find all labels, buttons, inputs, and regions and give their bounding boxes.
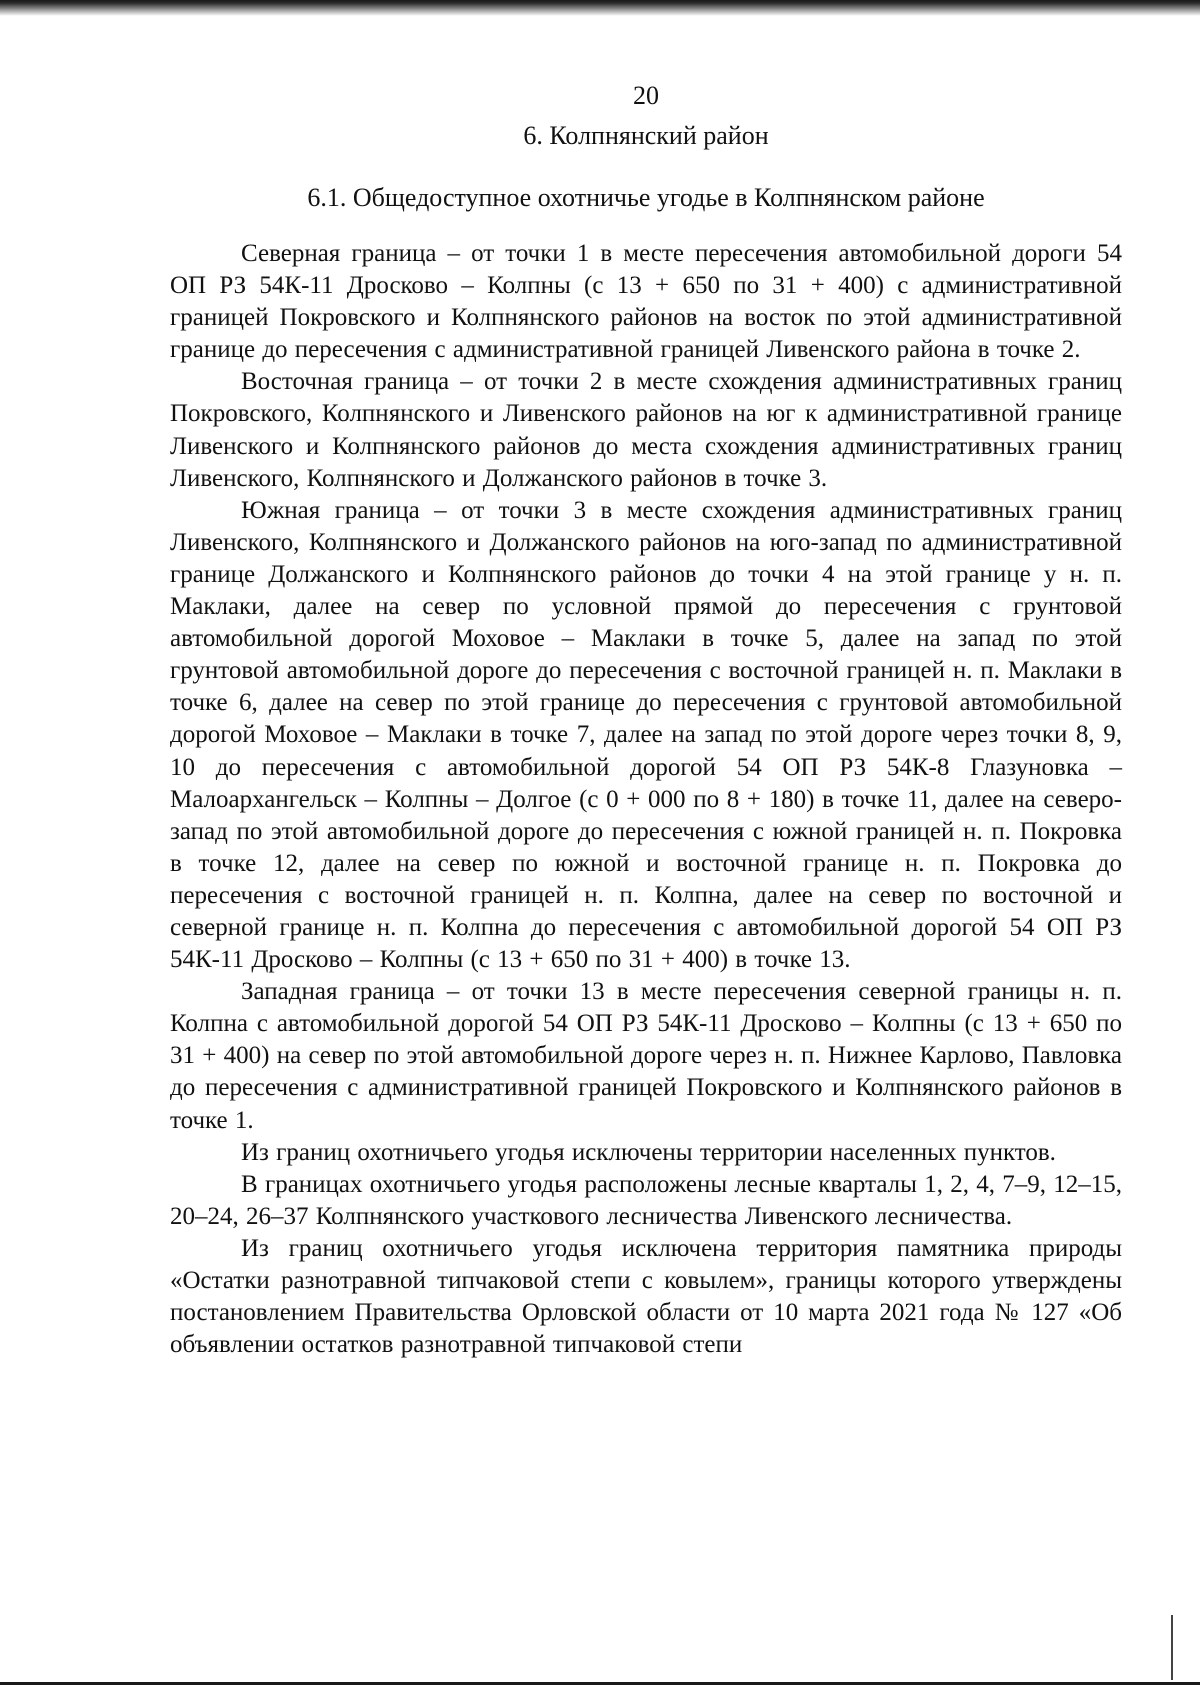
scan-top-edge — [0, 0, 1200, 16]
subsection-title: 6.1. Общедоступное охотничье угодье в Колпнянском районе — [307, 183, 985, 212]
document-body — [170, 238, 1122, 1361]
scan-bottom-edge — [0, 1682, 1200, 1685]
paragraph-west-border: Западная граница – от точки 13 в месте пересечения северной границы н. п. Колпна с автомобильной дорогой 54 ОП РЗ 54К-11 Дросково – Колпны (с 13 + 650 по 31 + 400) на север по этой автомобильной дороге через н. п. Нижнее Карлово, Павловка до пересечения с административной границей Покровского и Колпнянского районов в точке 1. — [170, 978, 1122, 1134]
scan-margin-mark — [1171, 1615, 1173, 1680]
paragraph-east-border: Восточная граница – от точки 2 в месте схождения административных границ Покровского, Колпнянского и Ливенского районов на юг к административной границе Ливенского и Колпнянского районов до места схождения административных границ Ливенского, Колпнянского и Должанского районов в точке 3. — [170, 368, 1122, 492]
paragraph-nature-monument: Из границ охотничьего угодья исключена территория памятника природы «Остатки разнотравной типчаковой степи с ковылем», границы которого утверждены постановлением Правительства Орловской области от 10 марта 2021 года № 127 «Об объявлении остатков разнотравной типчаковой степи — [170, 1234, 1122, 1359]
paragraph-excluded-settlements: Из границ охотничьего угодья исключены территории населенных пунктов. — [241, 1138, 1056, 1166]
paragraph-south-border: Южная граница – от точки 3 в месте схождения административных границ Ливенского, Колпнянского и Должанского районов на юго-запад по административной границе Должанского и Колпнянского районов до точки 4 на этой границе у н. п. Маклаки, далее на север по условной прямой до пересечения с грунтовой автомобильной дорогой Моховое – Маклаки в точке 5, далее на запад по этой грунтовой автомобильной дороге до пересечения с восточной границей н. п. Маклаки в точке 6, далее на север по этой границе до пересечения с грунтовой автомобильной дорогой Моховое – Маклаки в точке 7, далее на запад по этой дороге через точки 8, 9, 10 до пересечения с автомобильной дорогой 54 ОП РЗ 54К-8 Глазуновка – Малоархангельск – Колпны – Долгое (с 0 + 000 по 8 + 180) в точке 11, далее на северо-запад по этой автомобильной дороге до пересечения с южной границей н. п. Покровка в точке 12, далее на север по южной и восточной границе н. п. Покровка до пересечения с восточной границей н. п. Колпна, далее на север по восточной и северной границе н. п. Колпна до пересечения с автомобильной дорогой 54 ОП РЗ 54К-11 Дросково – Колпны (с 13 + 650 по 31 + 400) в точке 13. — [170, 496, 1122, 974]
document-page — [170, 76, 1122, 1361]
paragraph-north-border: Северная граница – от точки 1 в месте пересечения автомобильной дороги 54 ОП РЗ 54К-11 Дросково – Колпны (с 13 + 650 по 31 + 400) с административной границей Покровского и Колпнянского районов на восток по этой административной границе до пересечения с административной границей Ливенского района в точке 2. — [170, 240, 1122, 364]
paragraph-forest-quarters: В границах охотничьего угодья расположены лесные кварталы 1, 2, 4, 7–9, 12–15, 20–24, 26–37 Колпнянского участкового лесничества Ливенского лесничества. — [170, 1170, 1122, 1230]
section-title: 6. Колпнянский район — [523, 121, 769, 150]
page-number: 20 — [633, 81, 659, 110]
